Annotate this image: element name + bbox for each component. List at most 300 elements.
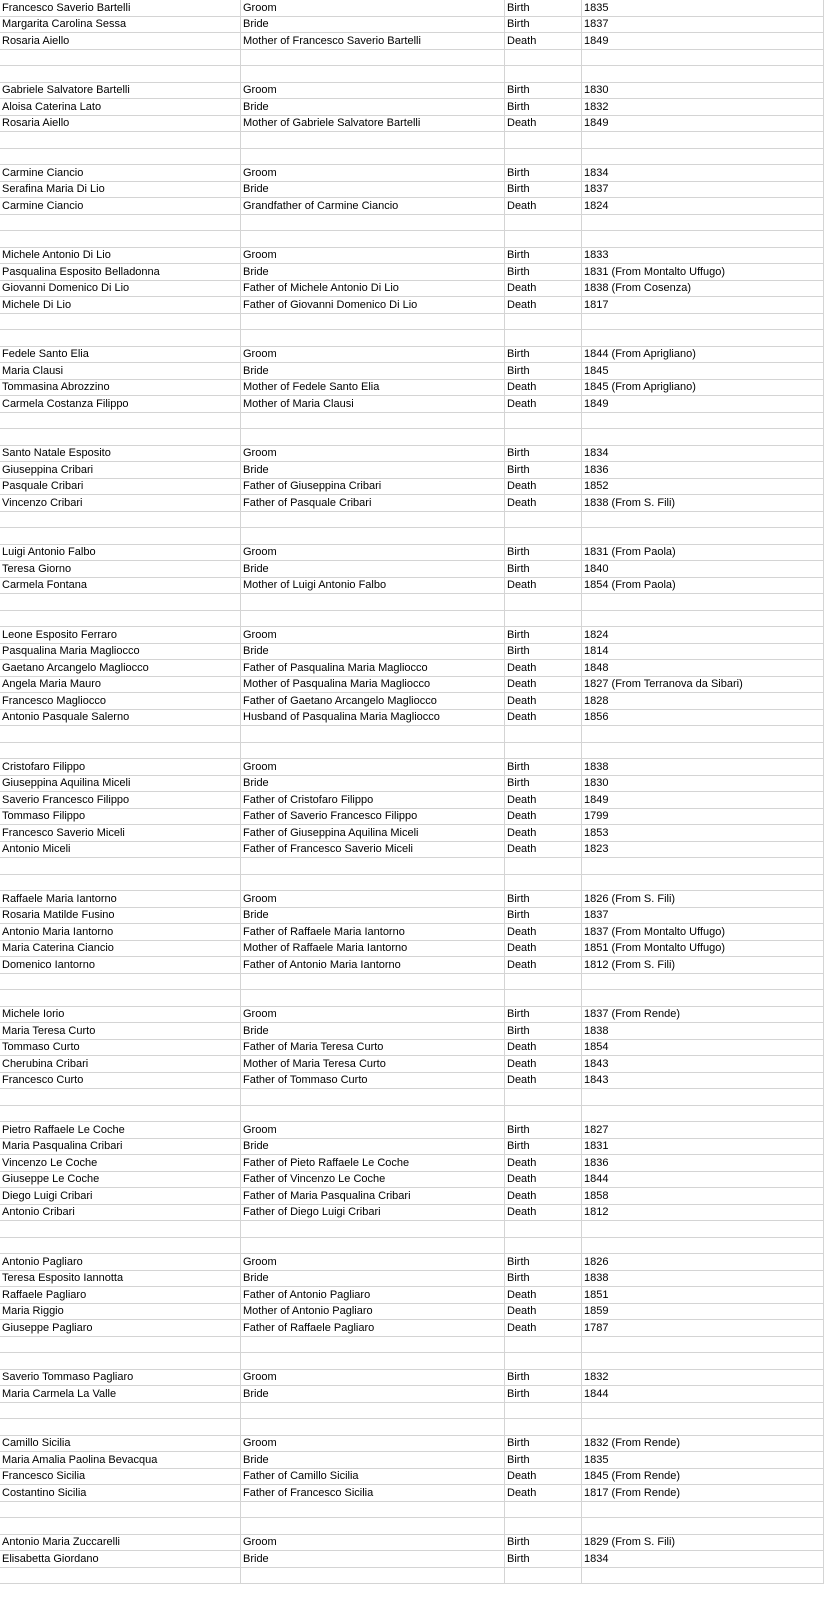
year-cell[interactable]: 1834	[582, 445, 824, 462]
year-cell[interactable]: 1824	[582, 627, 824, 644]
year-cell[interactable]: 1823	[582, 841, 824, 858]
name-cell[interactable]: Santo Natale Esposito	[0, 445, 241, 462]
event-cell[interactable]	[505, 1501, 582, 1518]
year-cell[interactable]: 1854 (From Paola)	[582, 577, 824, 594]
name-cell[interactable]	[0, 214, 241, 231]
name-cell[interactable]: Maria Carmela La Valle	[0, 1386, 241, 1403]
event-cell[interactable]: Death	[505, 825, 582, 842]
name-cell[interactable]: Angela Maria Mauro	[0, 676, 241, 693]
event-cell[interactable]: Birth	[505, 1138, 582, 1155]
relation-cell[interactable]: Father of Maria Pasqualina Cribari	[241, 1188, 505, 1205]
year-cell[interactable]: 1853	[582, 825, 824, 842]
relation-cell[interactable]	[241, 511, 505, 528]
year-cell[interactable]: 1831	[582, 1138, 824, 1155]
event-cell[interactable]	[505, 49, 582, 66]
name-cell[interactable]: Pasqualina Maria Magliocco	[0, 643, 241, 660]
year-cell[interactable]	[582, 511, 824, 528]
relation-cell[interactable]: Father of Pieto Raffaele Le Coche	[241, 1155, 505, 1172]
year-cell[interactable]: 1845 (From Aprigliano)	[582, 379, 824, 396]
name-cell[interactable]	[0, 973, 241, 990]
year-cell[interactable]: 1849	[582, 396, 824, 413]
name-cell[interactable]: Francesco Sicilia	[0, 1468, 241, 1485]
relation-cell[interactable]: Mother of Pasqualina Maria Magliocco	[241, 676, 505, 693]
name-cell[interactable]: Michele Di Lio	[0, 297, 241, 314]
event-cell[interactable]: Death	[505, 1485, 582, 1502]
event-cell[interactable]: Birth	[505, 363, 582, 380]
year-cell[interactable]	[582, 1402, 824, 1419]
year-cell[interactable]	[582, 742, 824, 759]
name-cell[interactable]: Luigi Antonio Falbo	[0, 544, 241, 561]
relation-cell[interactable]	[241, 313, 505, 330]
event-cell[interactable]: Death	[505, 1056, 582, 1073]
name-cell[interactable]: Carmine Ciancio	[0, 165, 241, 182]
event-cell[interactable]	[505, 874, 582, 891]
name-cell[interactable]: Costantino Sicilia	[0, 1485, 241, 1502]
year-cell[interactable]	[582, 1518, 824, 1535]
year-cell[interactable]	[582, 1353, 824, 1370]
year-cell[interactable]: 1830	[582, 775, 824, 792]
name-cell[interactable]	[0, 858, 241, 875]
name-cell[interactable]: Tommaso Curto	[0, 1039, 241, 1056]
relation-cell[interactable]: Bride	[241, 561, 505, 578]
name-cell[interactable]	[0, 528, 241, 545]
event-cell[interactable]: Death	[505, 1303, 582, 1320]
year-cell[interactable]	[582, 594, 824, 611]
event-cell[interactable]: Birth	[505, 1551, 582, 1568]
relation-cell[interactable]: Groom	[241, 247, 505, 264]
event-cell[interactable]: Birth	[505, 544, 582, 561]
name-cell[interactable]: Francesco Saverio Miceli	[0, 825, 241, 842]
relation-cell[interactable]: Bride	[241, 363, 505, 380]
year-cell[interactable]: 1837 (From Rende)	[582, 1006, 824, 1023]
year-cell[interactable]	[582, 66, 824, 83]
event-cell[interactable]: Death	[505, 115, 582, 132]
year-cell[interactable]: 1828	[582, 693, 824, 710]
event-cell[interactable]	[505, 1237, 582, 1254]
name-cell[interactable]	[0, 1336, 241, 1353]
event-cell[interactable]	[505, 726, 582, 743]
name-cell[interactable]: Margarita Carolina Sessa	[0, 16, 241, 33]
name-cell[interactable]: Cristofaro Filippo	[0, 759, 241, 776]
relation-cell[interactable]	[241, 726, 505, 743]
name-cell[interactable]: Aloisa Caterina Lato	[0, 99, 241, 116]
name-cell[interactable]: Elisabetta Giordano	[0, 1551, 241, 1568]
relation-cell[interactable]	[241, 594, 505, 611]
event-cell[interactable]: Death	[505, 1171, 582, 1188]
year-cell[interactable]: 1835	[582, 1452, 824, 1469]
year-cell[interactable]: 1845 (From Rende)	[582, 1468, 824, 1485]
event-cell[interactable]	[505, 511, 582, 528]
name-cell[interactable]: Maria Riggio	[0, 1303, 241, 1320]
name-cell[interactable]	[0, 1221, 241, 1238]
name-cell[interactable]	[0, 742, 241, 759]
name-cell[interactable]: Vincenzo Le Coche	[0, 1155, 241, 1172]
name-cell[interactable]: Maria Caterina Ciancio	[0, 940, 241, 957]
year-cell[interactable]: 1838	[582, 1023, 824, 1040]
relation-cell[interactable]: Father of Giovanni Domenico Di Lio	[241, 297, 505, 314]
name-cell[interactable]: Pietro Raffaele Le Coche	[0, 1122, 241, 1139]
event-cell[interactable]: Birth	[505, 1254, 582, 1271]
event-cell[interactable]	[505, 610, 582, 627]
event-cell[interactable]: Death	[505, 676, 582, 693]
relation-cell[interactable]: Father of Cristofaro Filippo	[241, 792, 505, 809]
event-cell[interactable]	[505, 1089, 582, 1106]
event-cell[interactable]: Death	[505, 1204, 582, 1221]
year-cell[interactable]: 1851 (From Montalto Uffugo)	[582, 940, 824, 957]
event-cell[interactable]: Birth	[505, 1452, 582, 1469]
name-cell[interactable]: Saverio Francesco Filippo	[0, 792, 241, 809]
event-cell[interactable]: Death	[505, 1072, 582, 1089]
event-cell[interactable]: Death	[505, 297, 582, 314]
year-cell[interactable]: 1832 (From Rende)	[582, 1435, 824, 1452]
name-cell[interactable]: Teresa Giorno	[0, 561, 241, 578]
event-cell[interactable]: Birth	[505, 627, 582, 644]
name-cell[interactable]: Domenico Iantorno	[0, 957, 241, 974]
event-cell[interactable]: Death	[505, 495, 582, 512]
event-cell[interactable]: Death	[505, 33, 582, 50]
event-cell[interactable]: Death	[505, 792, 582, 809]
relation-cell[interactable]	[241, 1237, 505, 1254]
name-cell[interactable]	[0, 874, 241, 891]
relation-cell[interactable]: Groom	[241, 1006, 505, 1023]
relation-cell[interactable]	[241, 610, 505, 627]
event-cell[interactable]: Death	[505, 198, 582, 215]
event-cell[interactable]: Birth	[505, 1386, 582, 1403]
relation-cell[interactable]: Bride	[241, 462, 505, 479]
name-cell[interactable]: Michele Antonio Di Lio	[0, 247, 241, 264]
event-cell[interactable]: Death	[505, 924, 582, 941]
event-cell[interactable]: Death	[505, 940, 582, 957]
year-cell[interactable]	[582, 330, 824, 347]
relation-cell[interactable]	[241, 742, 505, 759]
event-cell[interactable]: Death	[505, 280, 582, 297]
year-cell[interactable]: 1787	[582, 1320, 824, 1337]
relation-cell[interactable]	[241, 528, 505, 545]
event-cell[interactable]: Death	[505, 808, 582, 825]
year-cell[interactable]: 1837	[582, 907, 824, 924]
event-cell[interactable]: Birth	[505, 1270, 582, 1287]
year-cell[interactable]: 1817 (From Rende)	[582, 1485, 824, 1502]
name-cell[interactable]	[0, 231, 241, 248]
name-cell[interactable]: Antonio Pasquale Salerno	[0, 709, 241, 726]
name-cell[interactable]	[0, 1567, 241, 1584]
year-cell[interactable]: 1840	[582, 561, 824, 578]
year-cell[interactable]: 1831 (From Paola)	[582, 544, 824, 561]
event-cell[interactable]: Birth	[505, 165, 582, 182]
relation-cell[interactable]: Father of Giuseppina Aquilina Miceli	[241, 825, 505, 842]
year-cell[interactable]	[582, 1089, 824, 1106]
name-cell[interactable]: Michele Iorio	[0, 1006, 241, 1023]
name-cell[interactable]	[0, 610, 241, 627]
year-cell[interactable]: 1837	[582, 16, 824, 33]
relation-cell[interactable]: Bride	[241, 1270, 505, 1287]
name-cell[interactable]: Giuseppina Cribari	[0, 462, 241, 479]
name-cell[interactable]	[0, 330, 241, 347]
name-cell[interactable]	[0, 1402, 241, 1419]
year-cell[interactable]	[582, 412, 824, 429]
event-cell[interactable]	[505, 1336, 582, 1353]
relation-cell[interactable]: Groom	[241, 346, 505, 363]
event-cell[interactable]: Birth	[505, 1534, 582, 1551]
year-cell[interactable]	[582, 1501, 824, 1518]
name-cell[interactable]	[0, 1105, 241, 1122]
year-cell[interactable]: 1837	[582, 181, 824, 198]
name-cell[interactable]	[0, 1419, 241, 1436]
event-cell[interactable]	[505, 1567, 582, 1584]
event-cell[interactable]	[505, 1419, 582, 1436]
relation-cell[interactable]: Mother of Francesco Saverio Bartelli	[241, 33, 505, 50]
relation-cell[interactable]	[241, 231, 505, 248]
event-cell[interactable]: Death	[505, 957, 582, 974]
relation-cell[interactable]	[241, 874, 505, 891]
name-cell[interactable]: Carmela Costanza Filippo	[0, 396, 241, 413]
name-cell[interactable]: Pasquale Cribari	[0, 478, 241, 495]
relation-cell[interactable]: Father of Pasqualina Maria Magliocco	[241, 660, 505, 677]
year-cell[interactable]: 1838 (From S. Fili)	[582, 495, 824, 512]
name-cell[interactable]	[0, 511, 241, 528]
event-cell[interactable]: Birth	[505, 247, 582, 264]
year-cell[interactable]: 1844 (From Aprigliano)	[582, 346, 824, 363]
name-cell[interactable]: Maria Teresa Curto	[0, 1023, 241, 1040]
relation-cell[interactable]: Groom	[241, 1254, 505, 1271]
name-cell[interactable]	[0, 726, 241, 743]
relation-cell[interactable]	[241, 1501, 505, 1518]
name-cell[interactable]: Camillo Sicilia	[0, 1435, 241, 1452]
year-cell[interactable]	[582, 429, 824, 446]
relation-cell[interactable]: Bride	[241, 1023, 505, 1040]
year-cell[interactable]: 1835	[582, 0, 824, 16]
name-cell[interactable]: Carmela Fontana	[0, 577, 241, 594]
relation-cell[interactable]: Mother of Luigi Antonio Falbo	[241, 577, 505, 594]
name-cell[interactable]: Teresa Esposito Iannotta	[0, 1270, 241, 1287]
relation-cell[interactable]: Groom	[241, 82, 505, 99]
relation-cell[interactable]: Bride	[241, 181, 505, 198]
relation-cell[interactable]: Father of Giuseppina Cribari	[241, 478, 505, 495]
event-cell[interactable]: Birth	[505, 16, 582, 33]
name-cell[interactable]	[0, 148, 241, 165]
year-cell[interactable]: 1826	[582, 1254, 824, 1271]
event-cell[interactable]	[505, 1221, 582, 1238]
name-cell[interactable]	[0, 1518, 241, 1535]
relation-cell[interactable]: Father of Pasquale Cribari	[241, 495, 505, 512]
event-cell[interactable]: Death	[505, 478, 582, 495]
relation-cell[interactable]: Father of Raffaele Maria Iantorno	[241, 924, 505, 941]
year-cell[interactable]	[582, 1567, 824, 1584]
name-cell[interactable]: Francesco Magliocco	[0, 693, 241, 710]
year-cell[interactable]	[582, 132, 824, 149]
year-cell[interactable]	[582, 49, 824, 66]
name-cell[interactable]: Antonio Maria Zuccarelli	[0, 1534, 241, 1551]
year-cell[interactable]	[582, 874, 824, 891]
relation-cell[interactable]	[241, 429, 505, 446]
name-cell[interactable]: Giuseppe Le Coche	[0, 1171, 241, 1188]
event-cell[interactable]	[505, 528, 582, 545]
relation-cell[interactable]: Father of Saverio Francesco Filippo	[241, 808, 505, 825]
event-cell[interactable]: Death	[505, 1287, 582, 1304]
relation-cell[interactable]: Groom	[241, 1435, 505, 1452]
year-cell[interactable]: 1848	[582, 660, 824, 677]
name-cell[interactable]: Maria Amalia Paolina Bevacqua	[0, 1452, 241, 1469]
event-cell[interactable]: Death	[505, 1155, 582, 1172]
relation-cell[interactable]: Father of Vincenzo Le Coche	[241, 1171, 505, 1188]
relation-cell[interactable]: Father of Francesco Saverio Miceli	[241, 841, 505, 858]
event-cell[interactable]: Birth	[505, 891, 582, 908]
year-cell[interactable]: 1826 (From S. Fili)	[582, 891, 824, 908]
name-cell[interactable]	[0, 1501, 241, 1518]
event-cell[interactable]: Birth	[505, 264, 582, 281]
year-cell[interactable]	[582, 990, 824, 1007]
name-cell[interactable]: Francesco Curto	[0, 1072, 241, 1089]
relation-cell[interactable]: Mother of Maria Clausi	[241, 396, 505, 413]
event-cell[interactable]: Birth	[505, 181, 582, 198]
year-cell[interactable]: 1843	[582, 1072, 824, 1089]
event-cell[interactable]: Death	[505, 660, 582, 677]
year-cell[interactable]: 1843	[582, 1056, 824, 1073]
event-cell[interactable]	[505, 66, 582, 83]
year-cell[interactable]: 1836	[582, 462, 824, 479]
relation-cell[interactable]: Father of Michele Antonio Di Lio	[241, 280, 505, 297]
relation-cell[interactable]: Bride	[241, 264, 505, 281]
relation-cell[interactable]	[241, 1353, 505, 1370]
year-cell[interactable]: 1856	[582, 709, 824, 726]
name-cell[interactable]: Rosaria Aiello	[0, 115, 241, 132]
relation-cell[interactable]	[241, 412, 505, 429]
year-cell[interactable]	[582, 528, 824, 545]
relation-cell[interactable]: Groom	[241, 445, 505, 462]
relation-cell[interactable]: Bride	[241, 99, 505, 116]
year-cell[interactable]: 1854	[582, 1039, 824, 1056]
relation-cell[interactable]	[241, 132, 505, 149]
year-cell[interactable]: 1838 (From Cosenza)	[582, 280, 824, 297]
name-cell[interactable]: Antonio Maria Iantorno	[0, 924, 241, 941]
year-cell[interactable]: 1858	[582, 1188, 824, 1205]
event-cell[interactable]	[505, 1402, 582, 1419]
relation-cell[interactable]: Groom	[241, 165, 505, 182]
event-cell[interactable]: Birth	[505, 0, 582, 16]
year-cell[interactable]: 1849	[582, 33, 824, 50]
year-cell[interactable]	[582, 1221, 824, 1238]
event-cell[interactable]: Birth	[505, 99, 582, 116]
relation-cell[interactable]: Father of Gaetano Arcangelo Magliocco	[241, 693, 505, 710]
year-cell[interactable]: 1827	[582, 1122, 824, 1139]
relation-cell[interactable]: Father of Francesco Sicilia	[241, 1485, 505, 1502]
year-cell[interactable]: 1832	[582, 99, 824, 116]
year-cell[interactable]: 1852	[582, 478, 824, 495]
name-cell[interactable]: Giuseppe Pagliaro	[0, 1320, 241, 1337]
year-cell[interactable]: 1851	[582, 1287, 824, 1304]
name-cell[interactable]: Rosaria Matilde Fusino	[0, 907, 241, 924]
event-cell[interactable]: Death	[505, 693, 582, 710]
relation-cell[interactable]: Bride	[241, 643, 505, 660]
relation-cell[interactable]	[241, 1336, 505, 1353]
name-cell[interactable]: Saverio Tommaso Pagliaro	[0, 1369, 241, 1386]
event-cell[interactable]	[505, 429, 582, 446]
event-cell[interactable]	[505, 132, 582, 149]
event-cell[interactable]: Birth	[505, 775, 582, 792]
year-cell[interactable]: 1817	[582, 297, 824, 314]
event-cell[interactable]: Birth	[505, 1006, 582, 1023]
name-cell[interactable]: Raffaele Maria Iantorno	[0, 891, 241, 908]
name-cell[interactable]: Gabriele Salvatore Bartelli	[0, 82, 241, 99]
relation-cell[interactable]: Father of Camillo Sicilia	[241, 1468, 505, 1485]
relation-cell[interactable]: Groom	[241, 1369, 505, 1386]
name-cell[interactable]: Giuseppina Aquilina Miceli	[0, 775, 241, 792]
event-cell[interactable]	[505, 313, 582, 330]
year-cell[interactable]: 1844	[582, 1171, 824, 1188]
year-cell[interactable]	[582, 214, 824, 231]
relation-cell[interactable]: Mother of Raffaele Maria Iantorno	[241, 940, 505, 957]
relation-cell[interactable]	[241, 148, 505, 165]
year-cell[interactable]: 1831 (From Montalto Uffugo)	[582, 264, 824, 281]
relation-cell[interactable]: Mother of Fedele Santo Elia	[241, 379, 505, 396]
relation-cell[interactable]	[241, 49, 505, 66]
name-cell[interactable]	[0, 1089, 241, 1106]
year-cell[interactable]	[582, 313, 824, 330]
relation-cell[interactable]: Mother of Maria Teresa Curto	[241, 1056, 505, 1073]
event-cell[interactable]	[505, 214, 582, 231]
year-cell[interactable]: 1830	[582, 82, 824, 99]
year-cell[interactable]	[582, 1237, 824, 1254]
event-cell[interactable]: Birth	[505, 1435, 582, 1452]
name-cell[interactable]	[0, 990, 241, 1007]
name-cell[interactable]: Maria Pasqualina Cribari	[0, 1138, 241, 1155]
relation-cell[interactable]	[241, 66, 505, 83]
event-cell[interactable]	[505, 858, 582, 875]
event-cell[interactable]: Death	[505, 841, 582, 858]
name-cell[interactable]	[0, 49, 241, 66]
relation-cell[interactable]	[241, 973, 505, 990]
event-cell[interactable]: Death	[505, 1039, 582, 1056]
name-cell[interactable]	[0, 412, 241, 429]
relation-cell[interactable]: Groom	[241, 627, 505, 644]
year-cell[interactable]: 1838	[582, 759, 824, 776]
name-cell[interactable]: Rosaria Aiello	[0, 33, 241, 50]
event-cell[interactable]	[505, 330, 582, 347]
relation-cell[interactable]: Groom	[241, 1534, 505, 1551]
relation-cell[interactable]: Bride	[241, 907, 505, 924]
year-cell[interactable]: 1833	[582, 247, 824, 264]
name-cell[interactable]	[0, 132, 241, 149]
name-cell[interactable]: Antonio Miceli	[0, 841, 241, 858]
name-cell[interactable]	[0, 429, 241, 446]
year-cell[interactable]: 1849	[582, 115, 824, 132]
relation-cell[interactable]: Bride	[241, 16, 505, 33]
name-cell[interactable]	[0, 66, 241, 83]
relation-cell[interactable]: Groom	[241, 544, 505, 561]
event-cell[interactable]	[505, 973, 582, 990]
relation-cell[interactable]	[241, 1105, 505, 1122]
relation-cell[interactable]	[241, 858, 505, 875]
name-cell[interactable]: Tommasina Abrozzino	[0, 379, 241, 396]
event-cell[interactable]: Birth	[505, 1023, 582, 1040]
name-cell[interactable]	[0, 1353, 241, 1370]
relation-cell[interactable]	[241, 1089, 505, 1106]
event-cell[interactable]	[505, 412, 582, 429]
year-cell[interactable]: 1837 (From Montalto Uffugo)	[582, 924, 824, 941]
name-cell[interactable]	[0, 594, 241, 611]
event-cell[interactable]	[505, 231, 582, 248]
relation-cell[interactable]: Bride	[241, 775, 505, 792]
year-cell[interactable]	[582, 726, 824, 743]
year-cell[interactable]: 1812 (From S. Fili)	[582, 957, 824, 974]
event-cell[interactable]: Birth	[505, 1369, 582, 1386]
event-cell[interactable]: Birth	[505, 561, 582, 578]
relation-cell[interactable]: Mother of Antonio Pagliaro	[241, 1303, 505, 1320]
name-cell[interactable]: Gaetano Arcangelo Magliocco	[0, 660, 241, 677]
year-cell[interactable]: 1844	[582, 1386, 824, 1403]
relation-cell[interactable]: Father of Tommaso Curto	[241, 1072, 505, 1089]
name-cell[interactable]: Cherubina Cribari	[0, 1056, 241, 1073]
